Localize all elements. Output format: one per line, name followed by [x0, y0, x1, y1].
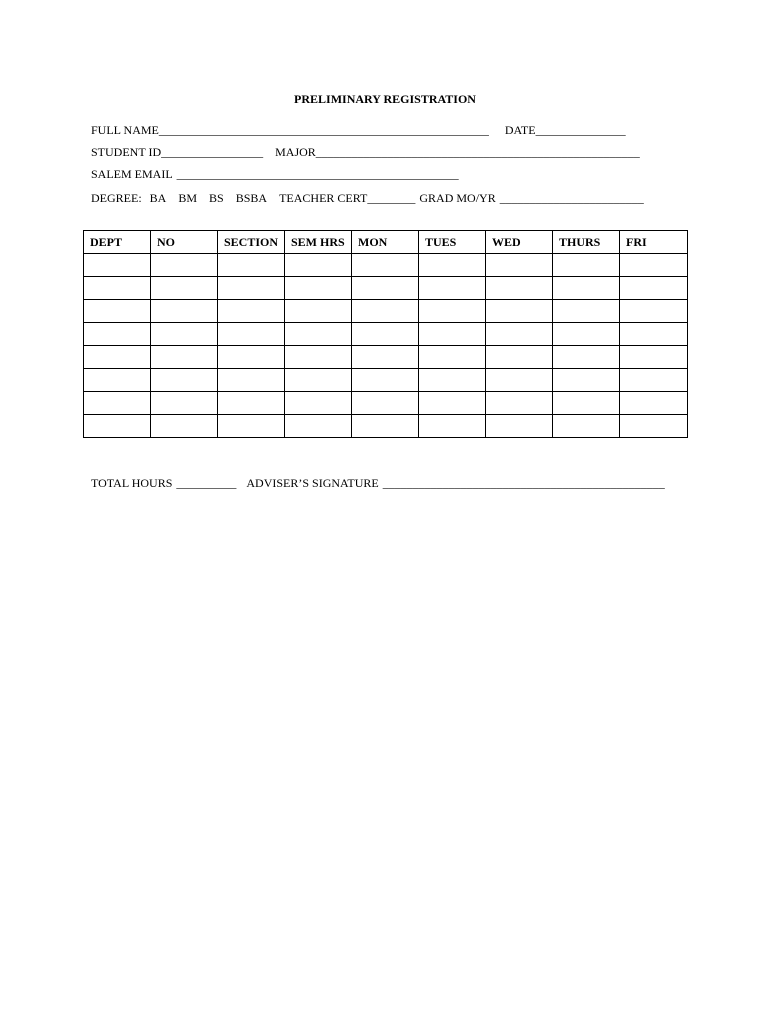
- student-id-field[interactable]: _________________: [161, 145, 264, 159]
- table-cell[interactable]: [620, 254, 688, 277]
- table-cell[interactable]: [419, 415, 486, 438]
- table-cell[interactable]: [486, 369, 553, 392]
- header-mon: MON: [352, 231, 419, 254]
- degree-option-bm[interactable]: BM: [178, 191, 198, 205]
- table-cell[interactable]: [620, 415, 688, 438]
- table-cell[interactable]: [486, 415, 553, 438]
- table-cell[interactable]: [84, 369, 151, 392]
- table-cell[interactable]: [620, 300, 688, 323]
- table-body: [84, 254, 688, 438]
- table-row: [84, 415, 688, 438]
- table-cell[interactable]: [84, 277, 151, 300]
- table-cell[interactable]: [84, 323, 151, 346]
- header-thurs: THURS: [553, 231, 620, 254]
- table-cell[interactable]: [218, 277, 285, 300]
- table-cell[interactable]: [285, 277, 352, 300]
- date-label: DATE: [504, 123, 536, 137]
- table-cell[interactable]: [620, 277, 688, 300]
- full-name-row: [91, 123, 626, 138]
- table-cell[interactable]: [151, 415, 218, 438]
- table-cell[interactable]: [352, 300, 419, 323]
- degree-label: DEGREE:: [91, 191, 142, 205]
- footer-row: [91, 476, 665, 491]
- salem-email-field[interactable]: _______________________________________________: [176, 167, 459, 181]
- salem-email-label: SALEM EMAIL: [91, 167, 173, 181]
- table-cell[interactable]: [218, 300, 285, 323]
- table-row: [84, 346, 688, 369]
- table-row: [84, 277, 688, 300]
- table-row: [84, 254, 688, 277]
- degree-option-ba[interactable]: BA: [149, 191, 167, 205]
- course-schedule-table: [83, 230, 688, 438]
- table-cell[interactable]: [553, 346, 620, 369]
- table-row: [84, 392, 688, 415]
- table-cell[interactable]: [553, 277, 620, 300]
- table-cell[interactable]: [285, 323, 352, 346]
- table-cell[interactable]: [218, 346, 285, 369]
- degree-option-bs[interactable]: BS: [209, 191, 224, 205]
- table-cell[interactable]: [620, 346, 688, 369]
- table-cell[interactable]: [352, 277, 419, 300]
- teacher-cert-label: TEACHER CERT: [279, 191, 368, 205]
- table-cell[interactable]: [218, 392, 285, 415]
- full-name-label: FULL NAME: [91, 123, 159, 137]
- table-cell[interactable]: [352, 415, 419, 438]
- table-cell[interactable]: [151, 392, 218, 415]
- major-field[interactable]: ______________________________________________________: [315, 145, 640, 159]
- table-cell[interactable]: [352, 369, 419, 392]
- table-cell[interactable]: [419, 369, 486, 392]
- table-cell[interactable]: [553, 369, 620, 392]
- table-cell[interactable]: [285, 392, 352, 415]
- table-cell[interactable]: [151, 323, 218, 346]
- table-cell[interactable]: [285, 254, 352, 277]
- header-dept: DEPT: [84, 231, 151, 254]
- table-cell[interactable]: [352, 392, 419, 415]
- header-section: SECTION: [218, 231, 285, 254]
- table-cell[interactable]: [419, 277, 486, 300]
- header-wed: WED: [486, 231, 553, 254]
- total-hours-field[interactable]: __________: [176, 476, 237, 490]
- degree-option-bsba[interactable]: BSBA: [235, 191, 268, 205]
- table-header-row: [84, 231, 688, 254]
- table-cell[interactable]: [151, 300, 218, 323]
- header-no: NO: [151, 231, 218, 254]
- table-cell[interactable]: [218, 369, 285, 392]
- table-cell[interactable]: [352, 323, 419, 346]
- table-cell[interactable]: [285, 415, 352, 438]
- table-cell[interactable]: [553, 323, 620, 346]
- table-cell[interactable]: [486, 300, 553, 323]
- grad-field[interactable]: ________________________: [499, 191, 644, 205]
- table-cell[interactable]: [84, 346, 151, 369]
- table-cell[interactable]: [352, 346, 419, 369]
- major-label: MAJOR: [275, 145, 316, 159]
- table-row: [84, 323, 688, 346]
- table-cell[interactable]: [84, 415, 151, 438]
- table-cell[interactable]: [218, 254, 285, 277]
- table-cell[interactable]: [218, 415, 285, 438]
- table-cell[interactable]: [553, 254, 620, 277]
- adviser-signature-label: ADVISER’S SIGNATURE: [246, 476, 379, 490]
- table-cell[interactable]: [151, 277, 218, 300]
- teacher-cert-field[interactable]: ________: [367, 191, 416, 205]
- table-cell[interactable]: [285, 346, 352, 369]
- table-row: [84, 369, 688, 392]
- total-hours-label: TOTAL HOURS: [91, 476, 173, 490]
- table-cell[interactable]: [218, 323, 285, 346]
- table-cell[interactable]: [151, 369, 218, 392]
- table-cell[interactable]: [84, 392, 151, 415]
- salem-email-row: [91, 167, 459, 182]
- table-cell[interactable]: [352, 254, 419, 277]
- table-cell[interactable]: [486, 392, 553, 415]
- student-id-row: [91, 145, 640, 160]
- date-field[interactable]: _______________: [535, 123, 626, 137]
- table-cell[interactable]: [419, 346, 486, 369]
- header-tues: TUES: [419, 231, 486, 254]
- table-cell[interactable]: [486, 323, 553, 346]
- table-cell[interactable]: [553, 300, 620, 323]
- table-row: [84, 300, 688, 323]
- table-cell[interactable]: [486, 346, 553, 369]
- table-cell[interactable]: [285, 300, 352, 323]
- table-cell[interactable]: [553, 392, 620, 415]
- table-cell[interactable]: [419, 392, 486, 415]
- adviser-signature-field[interactable]: _______________________________________________: [382, 476, 665, 490]
- grad-label: GRAD MO/YR: [419, 191, 496, 205]
- table-cell[interactable]: [620, 369, 688, 392]
- table-cell[interactable]: [486, 277, 553, 300]
- degree-row: [91, 191, 644, 206]
- table-cell[interactable]: [151, 254, 218, 277]
- table-cell[interactable]: [620, 323, 688, 346]
- table-cell[interactable]: [419, 323, 486, 346]
- table-cell[interactable]: [553, 415, 620, 438]
- student-id-label: STUDENT ID: [91, 145, 162, 159]
- table-cell[interactable]: [419, 254, 486, 277]
- table-cell[interactable]: [84, 300, 151, 323]
- table-cell[interactable]: [285, 369, 352, 392]
- header-sem-hrs: SEM HRS: [285, 231, 352, 254]
- table-cell[interactable]: [151, 346, 218, 369]
- table-cell[interactable]: [486, 254, 553, 277]
- header-fri: FRI: [620, 231, 688, 254]
- table-cell[interactable]: [620, 392, 688, 415]
- table-cell[interactable]: [84, 254, 151, 277]
- table-cell[interactable]: [419, 300, 486, 323]
- full-name-field[interactable]: _______________________________________________________: [158, 123, 489, 137]
- form-title: PRELIMINARY REGISTRATION: [294, 92, 476, 106]
